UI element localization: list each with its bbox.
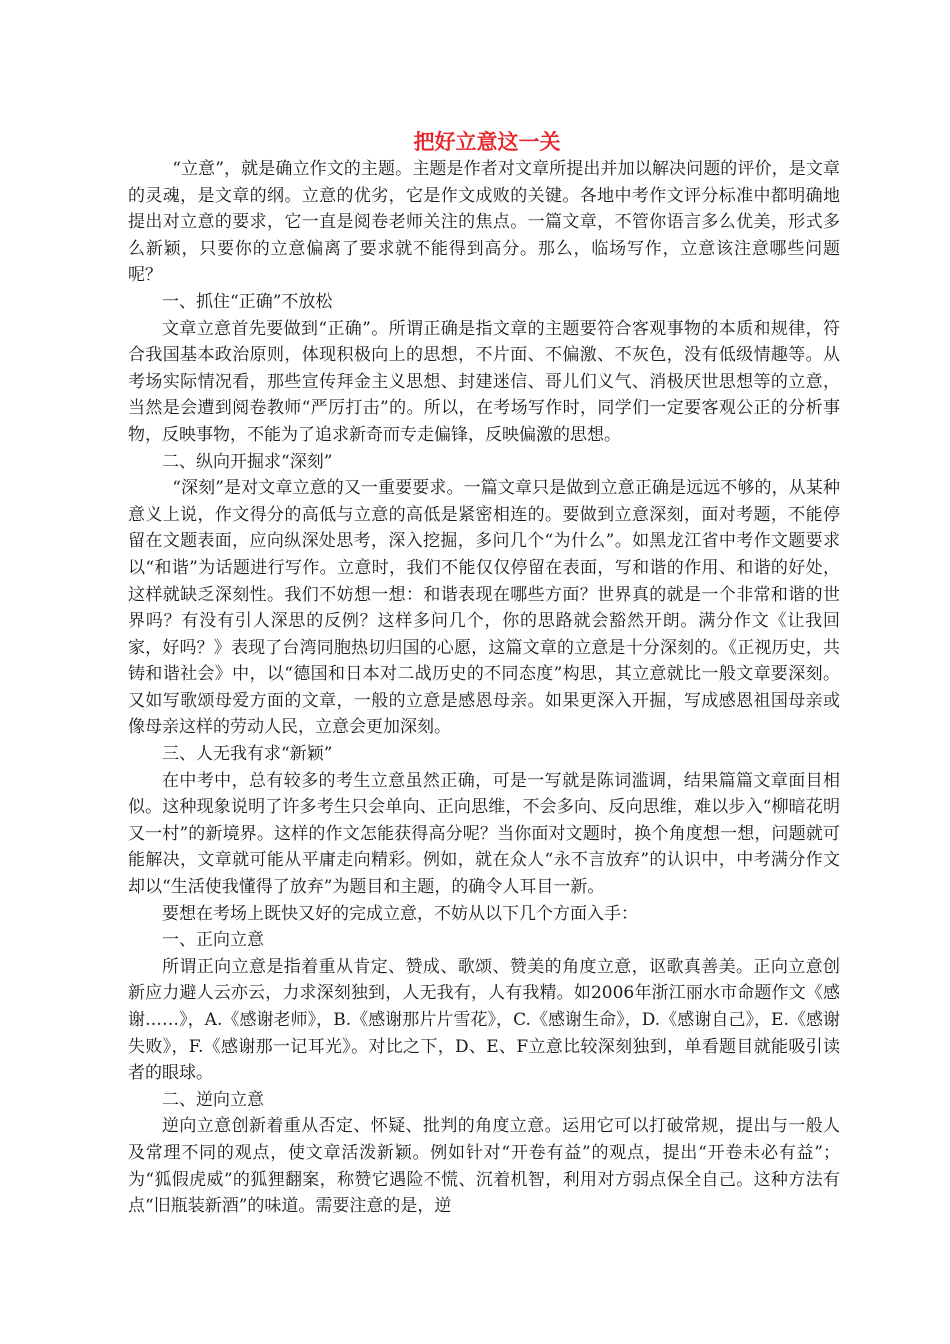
section-heading: 一、抓住“正确”不放松 [162, 291, 333, 312]
section-heading: 二、纵向开掘求“深刻” [162, 451, 333, 472]
document-page [128, 128, 840, 1220]
document-title: 把好立意这一关 [413, 129, 561, 154]
section-heading: 一、正向立意 [162, 930, 264, 951]
body-paragraph: 所谓正向立意是指着重从肯定、赞成、歌颂、赞美的角度立意，讴歌真善美。正向立意创新应力避人云亦云，力求深刻独到，人无我有，人有我精。如2006年浙江丽水市命题作文《感谢……》，A.《感谢老师》，B.《感谢那片片雪花》，C.《感谢生命》，D.《感谢自己》，E.《感谢失败》，F.《感谢那一记耳光》。对比之下，D、E、F立意比较深刻独到，单看题目就能吸引读者的眼球。 [128, 956, 840, 1084]
body-paragraph: 文章立意首先要做到“正确”。所谓正确是指文章的主题要符合客观事物的本质和规律，符合我国基本政治原则，体现积极向上的思想，不片面、不偏激、不灰色，没有低级情趣等。从考场实际情况看，那些宣传拜金主义思想、封建迷信、哥儿们义气、消极厌世思想等的立意，当然是会遭到阅卷教师“严厉打击”的。所以，在考场写作时，同学们一定要客观公正的分析事物，反映事物，不能为了追求新奇而专走偏锋，反映偏激的思想。 [128, 318, 840, 445]
body-paragraph: 逆向立意创新着重从否定、怀疑、批判的角度立意。运用它可以打破常规，提出与一般人及常理不同的观点，使文章活泼新颖。例如针对“开卷有益”的观点，提出“开卷未必有益”；为“狐假虎威”的狐狸翻案，称赞它遇险不慌、沉着机智，利用对方弱点保全自己。这种方法有点“旧瓶装新酒”的味道。需要注意的是，逆 [128, 1116, 840, 1217]
intro-paragraph: “立意”，就是确立作文的主题。主题是作者对文章所提出并加以解决问题的评价，是文章的灵魂，是文章的纲。立意的优劣，它是作文成败的关键。各地中考作文评分标准中都明确地提出对立意的要求，它一直是阅卷老师关注的焦点。一篇文章，不管你语言多么优美，形式多么新颖，只要你的立意偏离了要求就不能得到高分。那么，临场写作，立意该注意哪些问题呢？ [128, 159, 840, 286]
section-heading: 三、人无我有求“新颖” [162, 744, 333, 765]
section-heading: 二、逆向立意 [162, 1089, 264, 1110]
body-paragraph: 要想在考场上既快又好的完成立意，不妨从以下几个方面入手： [162, 903, 638, 924]
body-paragraph: “深刻”是对文章立意的又一重要要求。一篇文章只是做到立意正确是远远不够的，从某种意义上说，作文得分的高低与立意的高低是紧密相连的。要做到立意深刻，面对考题，不能停留在文题表面，应向纵深处思考，深入挖掘，多问几个“为什么”。如黑龙江省中考作文题要求以“和谐”为话题进行写作。立意时，我们不能仅仅停留在表面，写和谐的作用、和谐的好处，这样就缺乏深刻性。我们不妨想一想：和谐表现在哪些方面？世界真的就是一个非常和谐的世界吗？有没有引人深思的反例？这样多问几个，你的思路就会豁然开朗。满分作文《让我回家，好吗？》表现了台湾同胞热切归国的心愿，这篇文章的立意是十分深刻的。《正视历史，共铸和谐社会》中，以“德国和日本对二战历史的不同态度”构思，其立意就比一般文章要深刻。又如写歌颂母爱方面的文章，一般的立意是感恩母亲。如果更深入开掘，写成感恩祖国母亲或像母亲这样的劳动人民，立意会更加深刻。 [128, 478, 840, 738]
body-paragraph: 在中考中，总有较多的考生立意虽然正确，可是一写就是陈词滥调，结果篇篇文章面目相似。这种现象说明了许多考生只会单向、正向思维，不会多向、反向思维，难以步入“柳暗花明又一村”的新境界。这样的作文怎能获得高分呢？当你面对文题时，换个角度想一想，问题就可能解决，文章就可能从平庸走向精彩。例如，就在众人“永不言放弃”的认识中，中考满分作文却以“生活使我懂得了放弃”为题目和主题，的确令人耳目一新。 [128, 770, 840, 898]
